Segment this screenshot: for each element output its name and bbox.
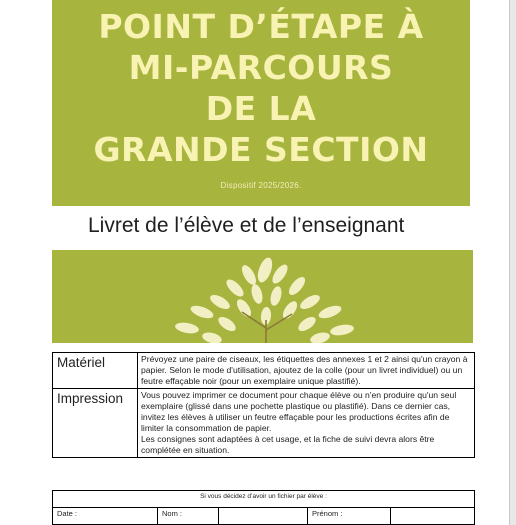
- impression-paragraph-1: Vous pouvez imprimer ce document pour chaque élève ou n'en produire qu'un seul exemplaire (glissé dans une pochette plastique ou plastifié). Dans ce dernier cas, invitez les élèves à utiliser un feutre effaçable pour les productions écrites afin de limiter la consommation de papier.: [141, 390, 457, 433]
- impression-paragraph-2: Les consignes sont adaptées à cet usage, et la fiche de suivi devra alors être complétée en situation.: [141, 434, 435, 455]
- title-banner: [52, 0, 470, 206]
- table-row: [53, 508, 475, 525]
- materiel-text: [138, 353, 475, 389]
- title-line-2: MI-PARCOURS: [128, 48, 394, 87]
- materiel-label: Matériel: [53, 353, 138, 389]
- table-row: [53, 491, 475, 508]
- title-line-3: DE LA: [205, 89, 317, 128]
- nom-value-field[interactable]: [219, 508, 308, 525]
- tree-banner: [52, 250, 473, 343]
- nom-field[interactable]: Nom :: [158, 508, 219, 525]
- table-row: [53, 353, 475, 389]
- document-title: [52, 6, 470, 170]
- materiel-paragraph: Prévoyez une paire de ciseaux, les étiquettes des annexes 1 et 2 ainsi qu'un crayon à papier. Selon le mode d'utilisation, ajoutez de la colle (pour un livret individuel) ou un feutre effaçable noir (pour un exemplaire unique plastifié).: [141, 354, 468, 386]
- title-line-4: GRANDE SECTION: [93, 130, 429, 169]
- title-line-1: POINT D’ÉTAPE À: [98, 7, 424, 46]
- prenom-value-field[interactable]: [391, 508, 475, 525]
- document-subtitle: Livret de l’élève et de l’enseignant: [88, 214, 405, 237]
- impression-text: [138, 389, 475, 458]
- table-row: [53, 389, 475, 458]
- student-id-table: [52, 490, 475, 525]
- prenom-field[interactable]: Prénom :: [308, 508, 391, 525]
- dispositif-label: Dispositif 2025/2026.: [220, 181, 302, 190]
- info-table: [52, 352, 475, 458]
- id-table-header: Si vous décidez d’avoir un fichier par élève :: [53, 491, 475, 508]
- tree-icon: [52, 250, 473, 343]
- date-field[interactable]: Date :: [53, 508, 158, 525]
- impression-label: Impression: [53, 389, 138, 458]
